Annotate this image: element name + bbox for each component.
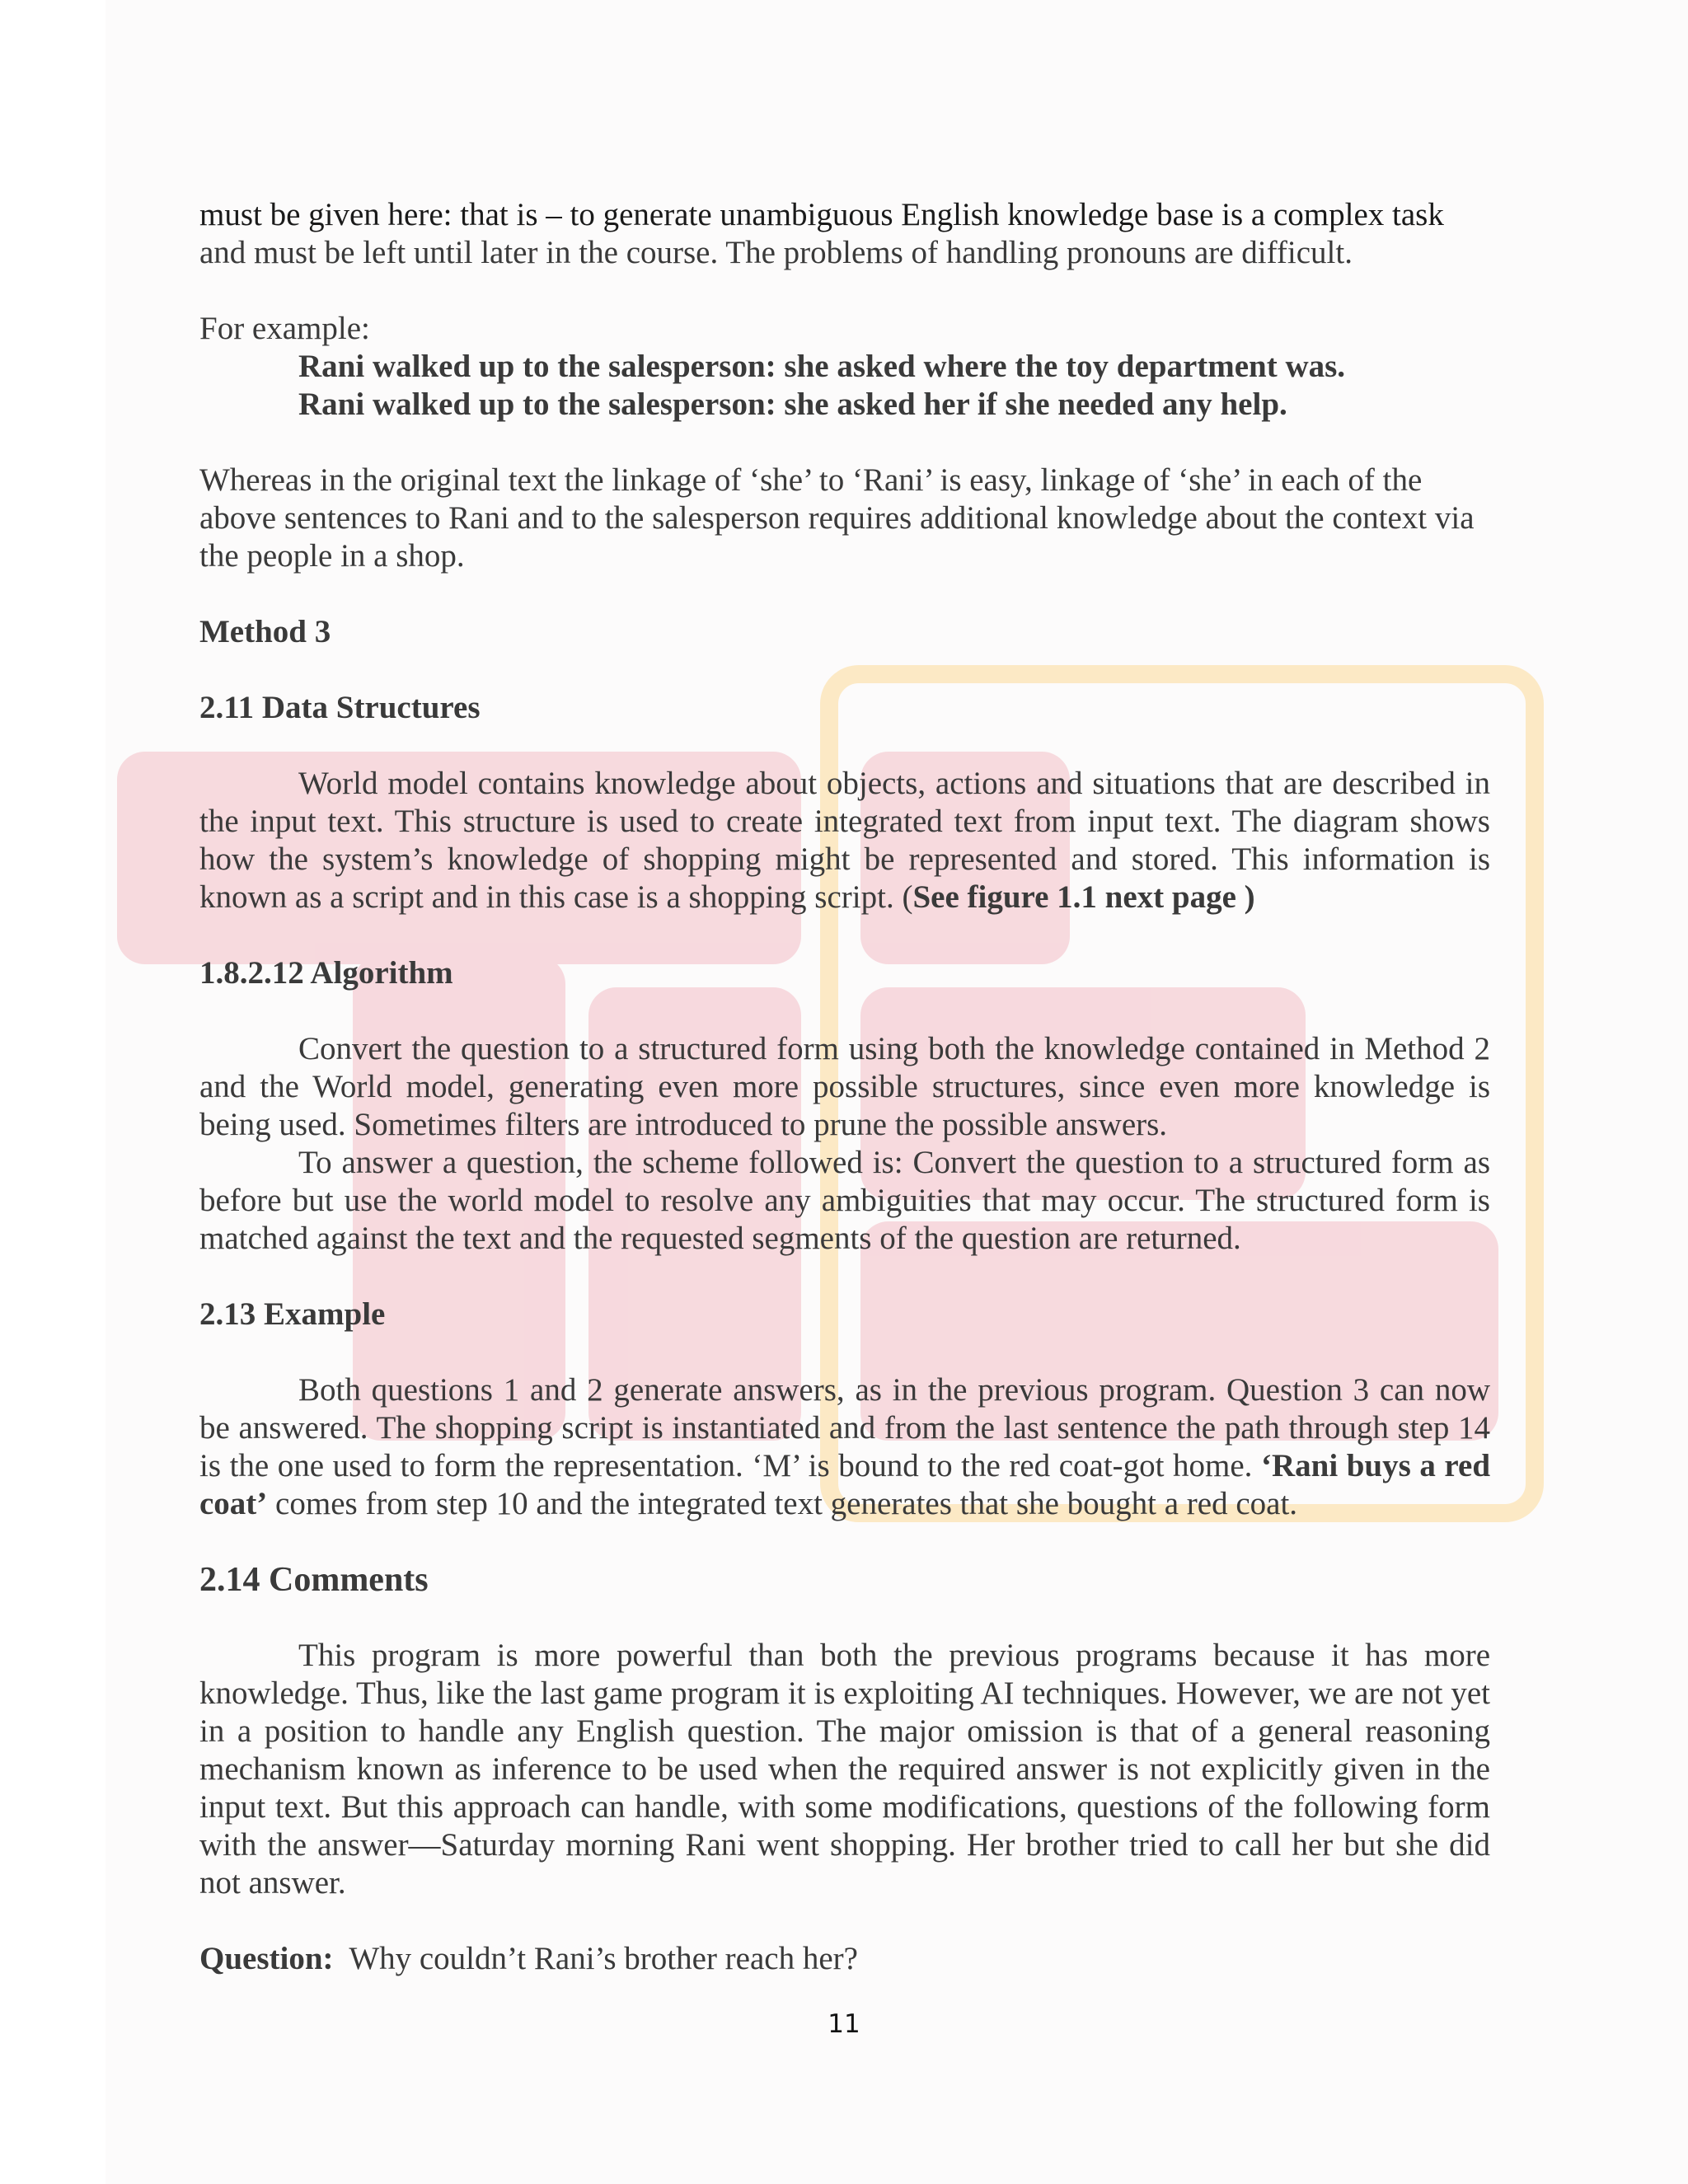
question-text: Why couldn’t Rani’s brother reach her?: [349, 1941, 858, 1976]
section-2-11-text: World model contains knowledge about objects, actions and situations that are described in the input text. This structure is used to create integrated text from input text. The diagram shows how the system’s knowledge of shopping might be represented and stored. This information is known as a script and in this case is a shopping script. (: [199, 766, 1490, 915]
example-sentence-1: Rani walked up to the salesperson: she asked where the toy department was.: [298, 349, 1346, 384]
intro-line-2: and must be left until later in the course. The problems of handling pronouns are difficult.: [199, 235, 1353, 270]
section-2-14-body: This program is more powerful than both the previous programs because it has more knowledge. Thus, like the last game program it is exploiting AI techniques. However, we are not yet in a position to handle any English question. The major omission is that of a general reasoning mechanism known as inference to be used when the required answer is not explicitly given in the input text. But this approach can handle, with some modifications, questions of the following form with the answer—Saturday morning Rani went shopping. Her brother tried to call her but she did not answer.: [199, 1638, 1490, 1900]
section-2-11-body: [199, 765, 1490, 916]
section-2-14-heading: 2.14 Comments: [199, 1561, 429, 1599]
algorithm-paragraph-2: To answer a question, the scheme followed is: Convert the question to a structured form as before but use the world model to resolve any ambiguities that may occur. The structured form is matched against the text and the requested segments of the question are returned.: [199, 1145, 1490, 1256]
question-label: Question:: [199, 1941, 334, 1976]
figure-reference: See figure 1.1 next page ): [912, 879, 1255, 915]
method-heading: Method 3: [199, 614, 331, 649]
intro-line-1: must be given here: that is – to generate unambiguous English knowledge base is a complex task: [199, 197, 1444, 232]
section-2-13-heading: 2.13 Example: [199, 1296, 386, 1332]
example-lead: For example:: [199, 311, 370, 346]
section-2-13-bold: ‘Rani buys a red coat’: [199, 1448, 1491, 1521]
question-line: [199, 1940, 1490, 1978]
section-2-13-text-1: Both questions 1 and 2 generate answers, as in the previous program. Question 3 can now be answered. The shopping script is instantiated and from the last sentence the path through step 14 is the one used to form the representation. ‘M’ is bound to the red coat-got home.: [199, 1372, 1490, 1483]
section-algorithm-heading: 1.8.2.12 Algorithm: [199, 955, 453, 991]
algorithm-paragraph-1: Convert the question to a structured form using both the knowledge contained in Method 2 and the World model, generating even more possible structures, since even more knowledge is being used. Sometimes filters are introduced to prune the possible answers.: [199, 1031, 1490, 1142]
section-2-11-heading: 2.11 Data Structures: [199, 690, 481, 725]
document-body: [199, 196, 1490, 1978]
example-sentence-2: Rani walked up to the salesperson: she asked her if she needed any help.: [298, 387, 1287, 422]
section-2-13-body: [199, 1371, 1490, 1523]
page-number: 11: [828, 2009, 860, 2039]
section-2-13-text-2: comes from step 10 and the integrated text generates that she bought a red coat.: [267, 1486, 1298, 1521]
whereas-paragraph: Whereas in the original text the linkage of ‘she’ to ‘Rani’ is easy, linkage of ‘she’ in each of the above sentences to Rani and to the salesperson requires additional knowledge about the context via the people in a shop.: [199, 462, 1475, 574]
